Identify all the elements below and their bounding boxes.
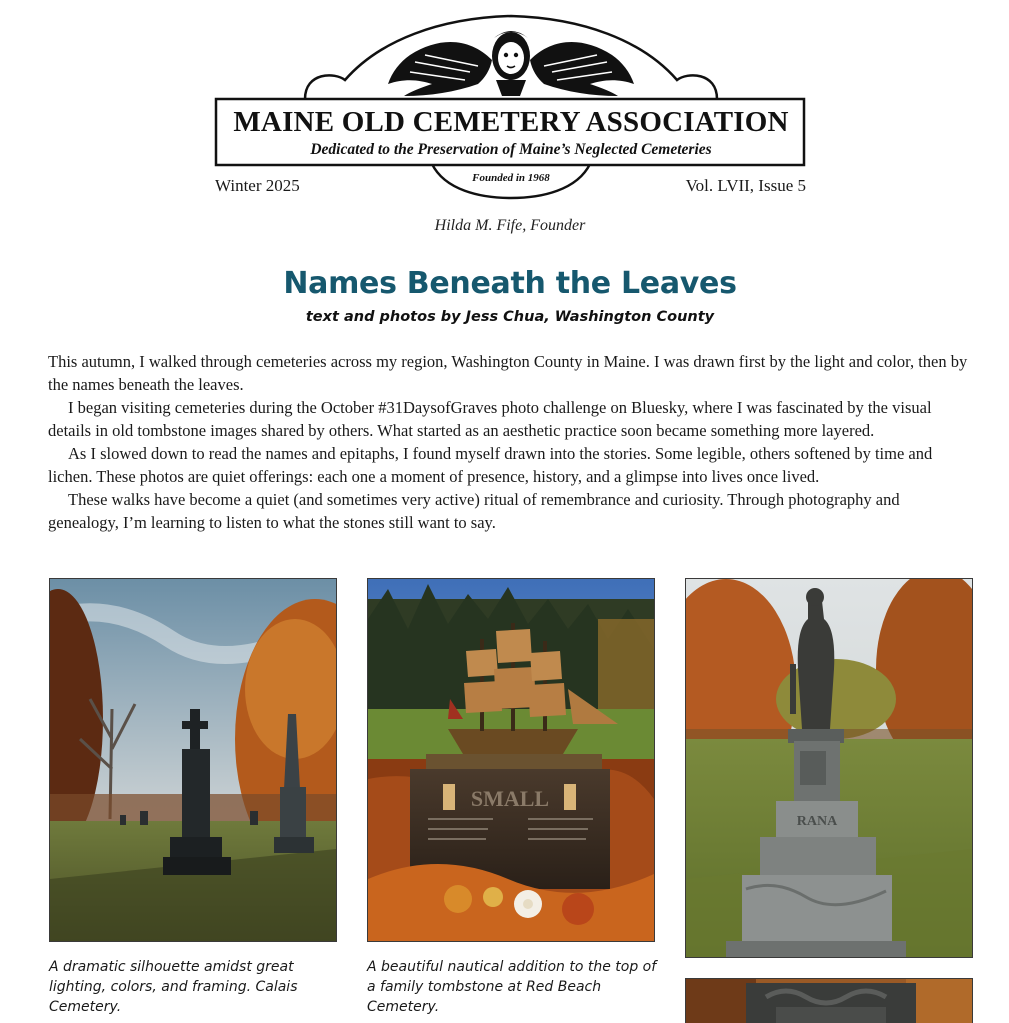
tombstone-name-small: SMALL <box>470 786 550 811</box>
masthead-frame <box>0 0 1009 200</box>
photo-calais-cemetery <box>49 578 337 942</box>
article-body <box>48 350 968 534</box>
founder-credit: Hilda M. Fife, Founder <box>434 217 586 234</box>
tombstone-name-rana: RANA <box>796 814 838 829</box>
article-paragraph: I began visiting cemeteries during the October #31DaysofGraves photo challenge on Bluesky, where I was fascinated by the visual details in old tombstone images shared by others. What started as an aesthetic practice soon became something more layered. <box>48 398 932 440</box>
association-tagline: Dedicated to the Preservation of Maine’s Neglected Cemeteries <box>310 141 712 158</box>
issue-volume: Vol. LVII, Issue 5 <box>685 176 806 195</box>
masthead <box>0 0 1009 200</box>
photo-statue-monument <box>685 578 973 958</box>
photo-monument-detail <box>685 978 973 1023</box>
article-paragraph: This autumn, I walked through cemeteries across my region, Washington County in Maine. I was drawn first by the light and color, then by the names beneath the leaves. <box>48 352 968 394</box>
photo-caption: A dramatic silhouette amidst great lighting, colors, and framing. Calais Cemetery. <box>49 959 298 1015</box>
article-title: Names Beneath the Leaves <box>283 266 737 301</box>
photo-caption: A beautiful nautical addition to the top of a family tombstone at Red Beach Cemetery. <box>367 959 657 1015</box>
issue-season: Winter 2025 <box>215 176 300 195</box>
photo-red-beach-tombstone <box>367 578 655 942</box>
founded-year: Founded in 1968 <box>472 172 550 184</box>
article-paragraph: As I slowed down to read the names and epitaphs, I found myself drawn into the stories. Some legible, others softened by time and lichen. These photos are quiet offerings: each one a moment of presence, history, and a glimpse into lives once lived. <box>48 444 933 486</box>
association-name: MAINE OLD CEMETERY ASSOCIATION <box>233 106 789 138</box>
article-byline: text and photos by Jess Chua, Washington County <box>305 309 715 325</box>
article-paragraph: These walks have become a quiet (and sometimes very active) ritual of remembrance and curiosity. Through photography and genealogy, I’m learning to listen to what the stones still want to say. <box>48 490 900 532</box>
